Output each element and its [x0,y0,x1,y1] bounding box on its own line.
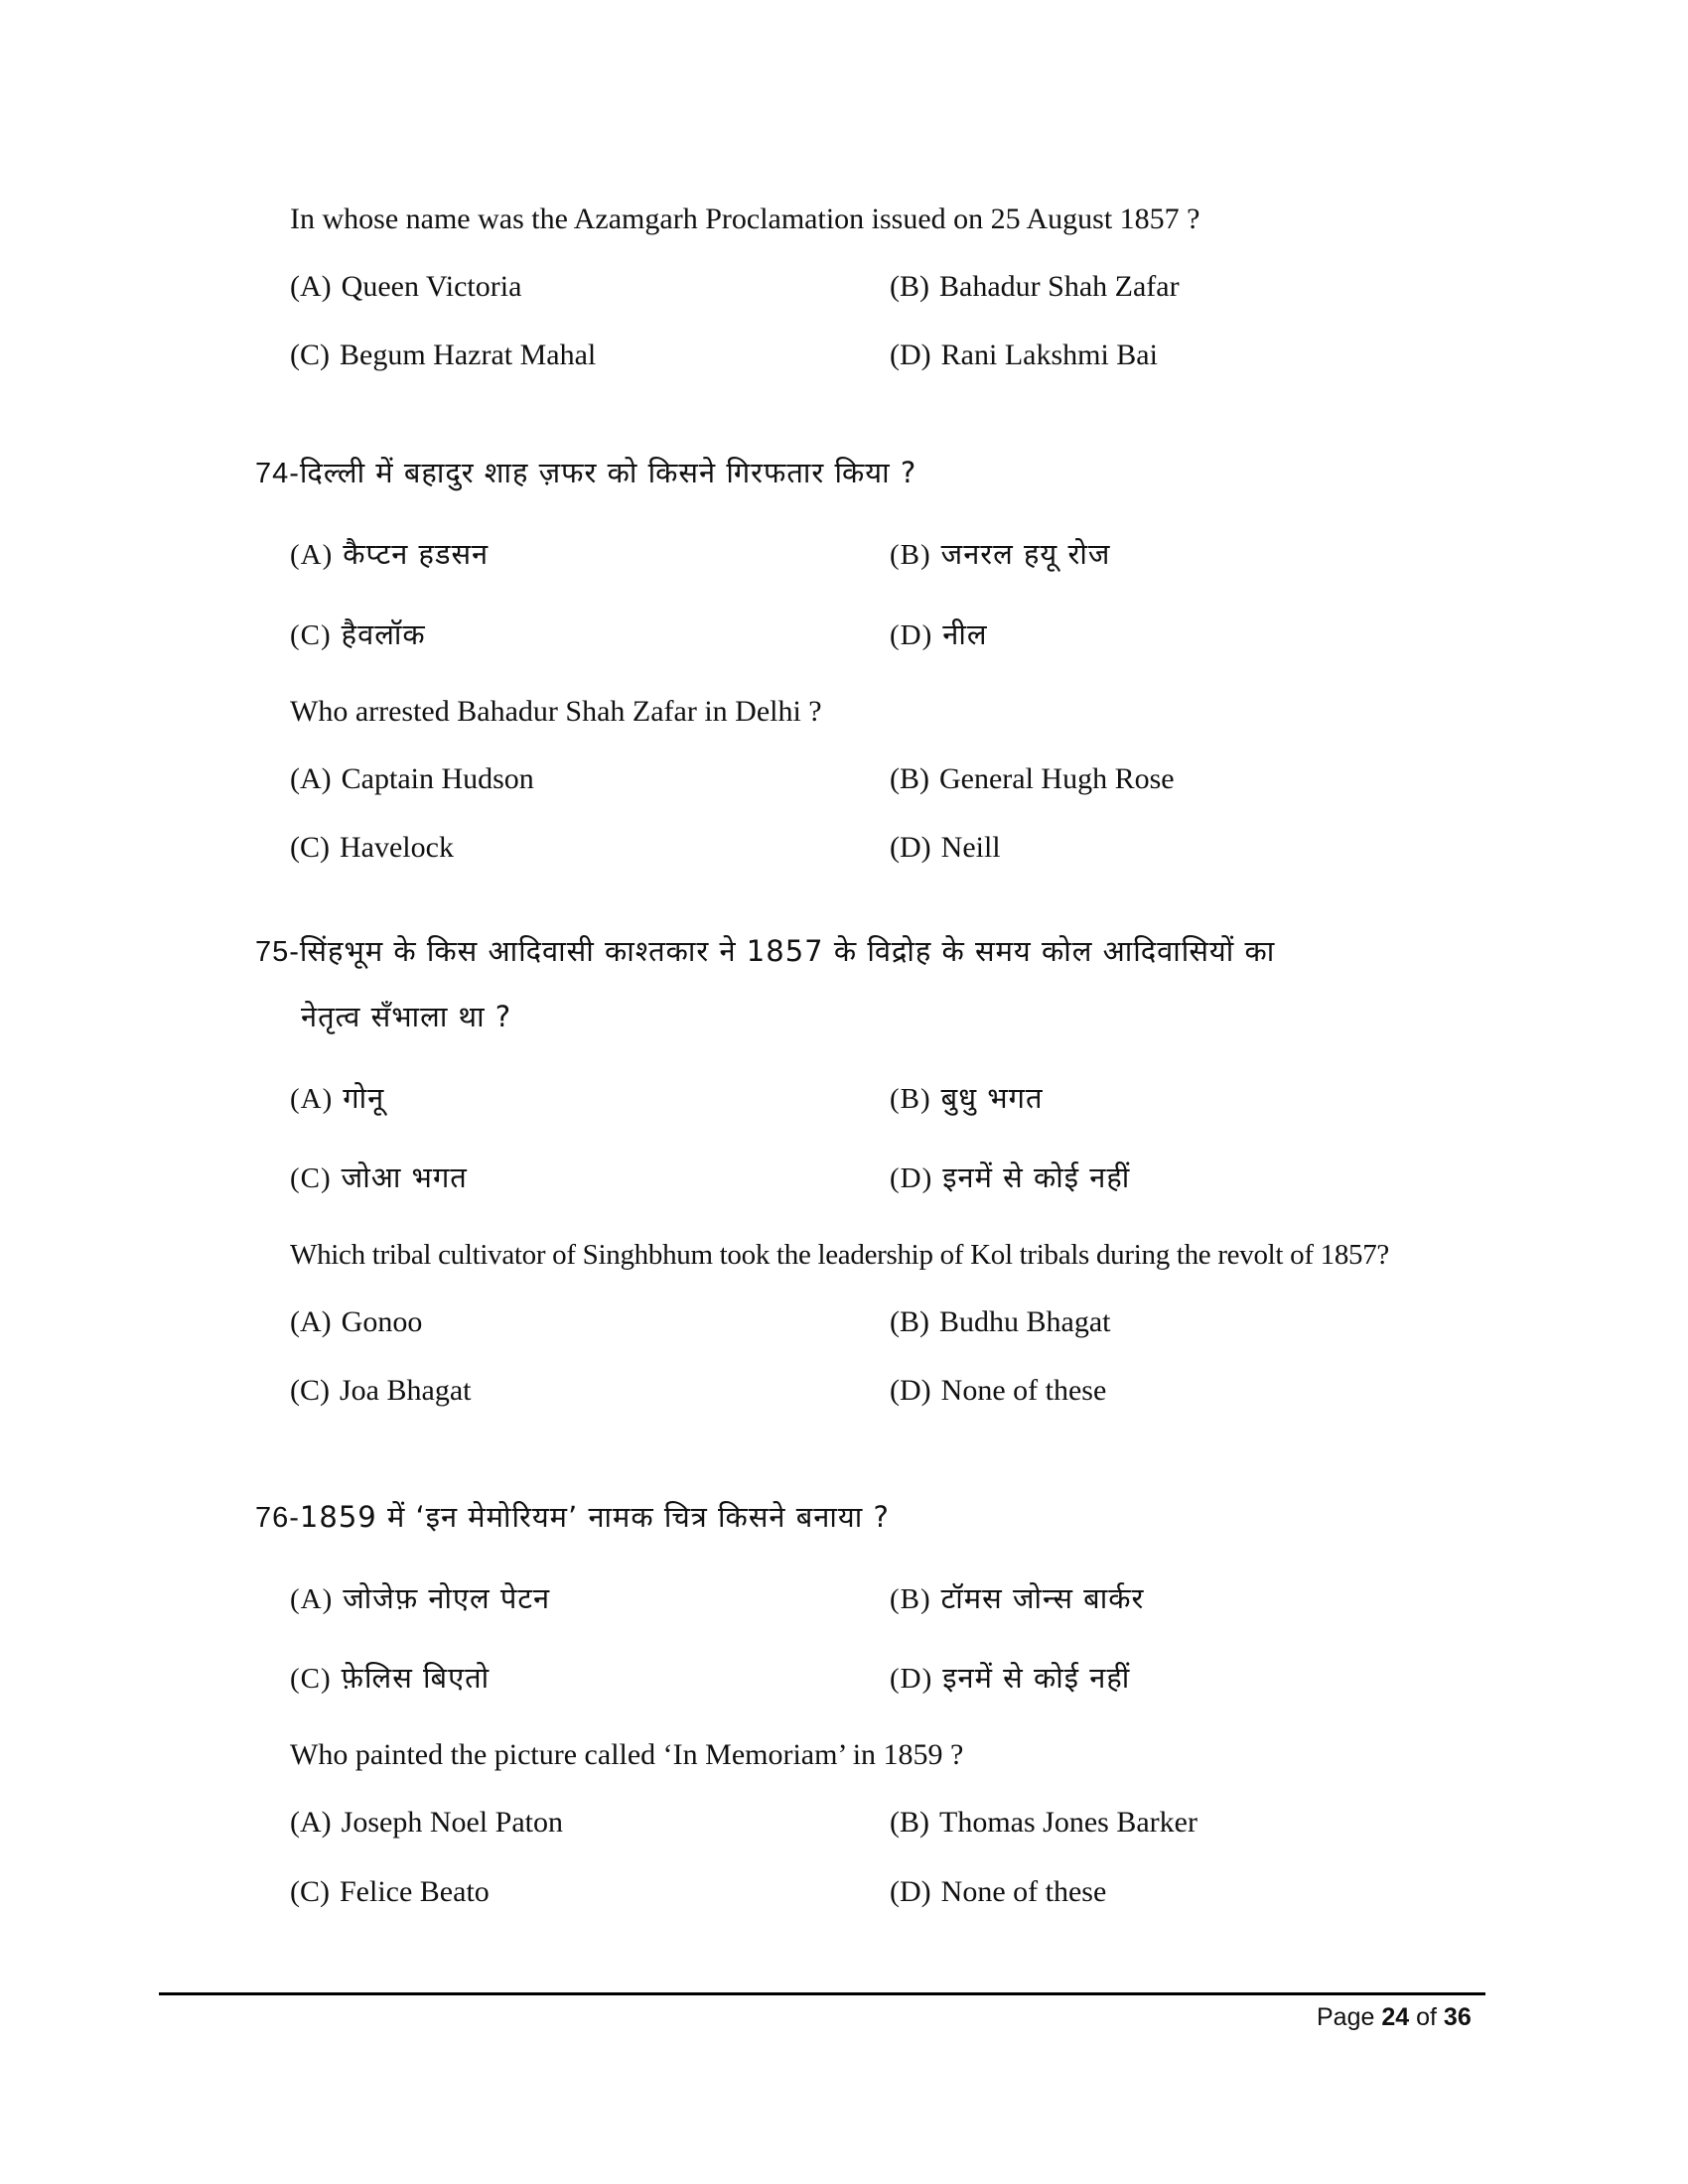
option-74-c-hindi [290,614,426,655]
option-text: Havelock [340,831,454,864]
option-label: (B) [890,1083,931,1115]
question-76-english: Who painted the picture called ‘In Memoriam’ in 1859 ? [290,1738,964,1771]
option-text: Rani Lakshmi Bai [940,339,1158,371]
option-74-a [290,759,534,799]
option-label: (B) [890,1806,929,1839]
option-label: (C) [290,831,330,864]
option-75-a-hindi [290,1078,384,1119]
option-text: Begum Hazrat Mahal [340,339,597,371]
option-text: जोआ भगत [341,1160,468,1194]
option-text: टॉमस जोन्स बार्कर [940,1581,1145,1615]
option-label: (A) [290,1083,334,1115]
option-74-c [290,828,454,868]
page-number [1317,1999,1472,2035]
option-text: Bahadur Shah Zafar [939,270,1180,303]
option-text: Captain Hudson [341,762,534,795]
option-label: (B) [890,762,929,795]
option-label: (C) [290,1162,332,1194]
option-label: (B) [890,1305,929,1338]
option-73-d [890,336,1158,375]
option-text: Neill [940,831,1001,864]
option-label: (D) [890,1162,933,1194]
option-text: कैप्टन हडसन [343,537,490,571]
option-75-d [890,1371,1106,1411]
option-text: इनमें से कोई नहीं [942,1160,1131,1194]
option-label: (A) [290,1806,332,1839]
option-text: None of these [940,1875,1107,1908]
option-label: (B) [890,270,929,303]
option-label: (A) [290,270,332,303]
question-74-english: Who arrested Bahadur Shah Zafar in Delhi ? [290,695,822,728]
option-label: (C) [290,339,330,371]
current-page: 24 [1381,2003,1410,2031]
option-text: Thomas Jones Barker [939,1806,1197,1839]
option-text: General Hugh Rose [939,762,1175,795]
option-76-c [290,1872,490,1912]
option-label: (D) [890,831,931,864]
question-73-english: In whose name was the Azamgarh Proclamation issued on 25 August 1857 ? [290,203,1200,235]
option-73-a [290,267,521,307]
option-76-a-hindi [290,1578,550,1619]
option-text: जनरल हयू रोज [940,537,1111,571]
question-text: सिंहभूम के किस आदिवासी काश्तकार ने 1857 के विद्रोह के समय कोल आदिवासियों का [299,934,1276,968]
question-76-hindi [255,1497,890,1538]
option-text: फ़ेलिस बिएतो [341,1661,491,1695]
option-text: हैवलॉक [341,617,426,651]
option-74-b [890,759,1175,799]
option-text: नील [942,617,988,651]
option-label: (A) [290,1583,334,1615]
option-text: Budhu Bhagat [939,1305,1111,1338]
option-label: (A) [290,1305,332,1338]
option-label: (A) [290,539,334,571]
option-76-d [890,1872,1106,1912]
option-text: Joseph Noel Paton [341,1806,563,1839]
option-label: (B) [890,1583,931,1615]
option-74-d [890,828,1001,868]
option-text: Gonoo [341,1305,423,1338]
question-75-hindi-line2: नेतृत्व सँभाला था ? [301,1000,512,1033]
question-75-english: Which tribal cultivator of Singhbhum took the leadership of Kol tribals during the revolt of 1857? [290,1239,1389,1271]
question-number: 75- [255,936,300,968]
footer-divider [159,1992,1485,1995]
option-74-a-hindi [290,534,489,575]
option-text: बुधु भगत [940,1081,1044,1115]
option-75-b [890,1302,1111,1342]
option-74-d-hindi [890,614,988,655]
option-75-d-hindi [890,1158,1130,1198]
option-label: (D) [890,1374,931,1407]
option-text: इनमें से कोई नहीं [942,1661,1131,1695]
option-label: (C) [290,619,332,651]
total-pages: 36 [1443,2003,1472,2031]
question-75-hindi [255,931,1275,972]
option-label: (C) [290,1875,330,1908]
option-76-a [290,1803,563,1843]
option-73-c [290,336,596,375]
option-text: Joa Bhagat [340,1374,472,1407]
option-76-b [890,1803,1197,1843]
option-label: (D) [890,619,933,651]
question-number: 74- [255,458,300,489]
option-74-b-hindi [890,534,1110,575]
option-73-b [890,267,1180,307]
option-text: गोनू [343,1081,385,1115]
option-75-c [290,1371,471,1411]
option-76-d-hindi [890,1658,1130,1699]
option-75-a [290,1302,422,1342]
option-text: Queen Victoria [341,270,522,303]
option-75-b-hindi [890,1078,1044,1119]
option-text: Felice Beato [340,1875,490,1908]
option-label: (B) [890,539,931,571]
of-word: of [1416,2003,1437,2031]
question-text: 1859 में ‘इन मेमोरियम’ नामक चित्र किसने बनाया ? [299,1500,890,1534]
option-75-c-hindi [290,1158,468,1198]
option-label: (C) [290,1663,332,1695]
option-76-c-hindi [290,1658,490,1699]
option-label: (C) [290,1374,330,1407]
question-text: दिल्ली में बहादुर शाह ज़फर को किसने गिरफतार किया ? [299,456,917,489]
option-text: None of these [940,1374,1107,1407]
option-label: (D) [890,339,931,371]
question-74-hindi [255,453,916,493]
option-label: (D) [890,1663,933,1695]
option-label: (D) [890,1875,931,1908]
page-word: Page [1317,2003,1375,2031]
option-label: (A) [290,762,332,795]
option-76-b-hindi [890,1578,1144,1619]
question-number: 76- [255,1502,300,1534]
option-text: जोजेफ़ नोएल पेटन [343,1581,551,1615]
